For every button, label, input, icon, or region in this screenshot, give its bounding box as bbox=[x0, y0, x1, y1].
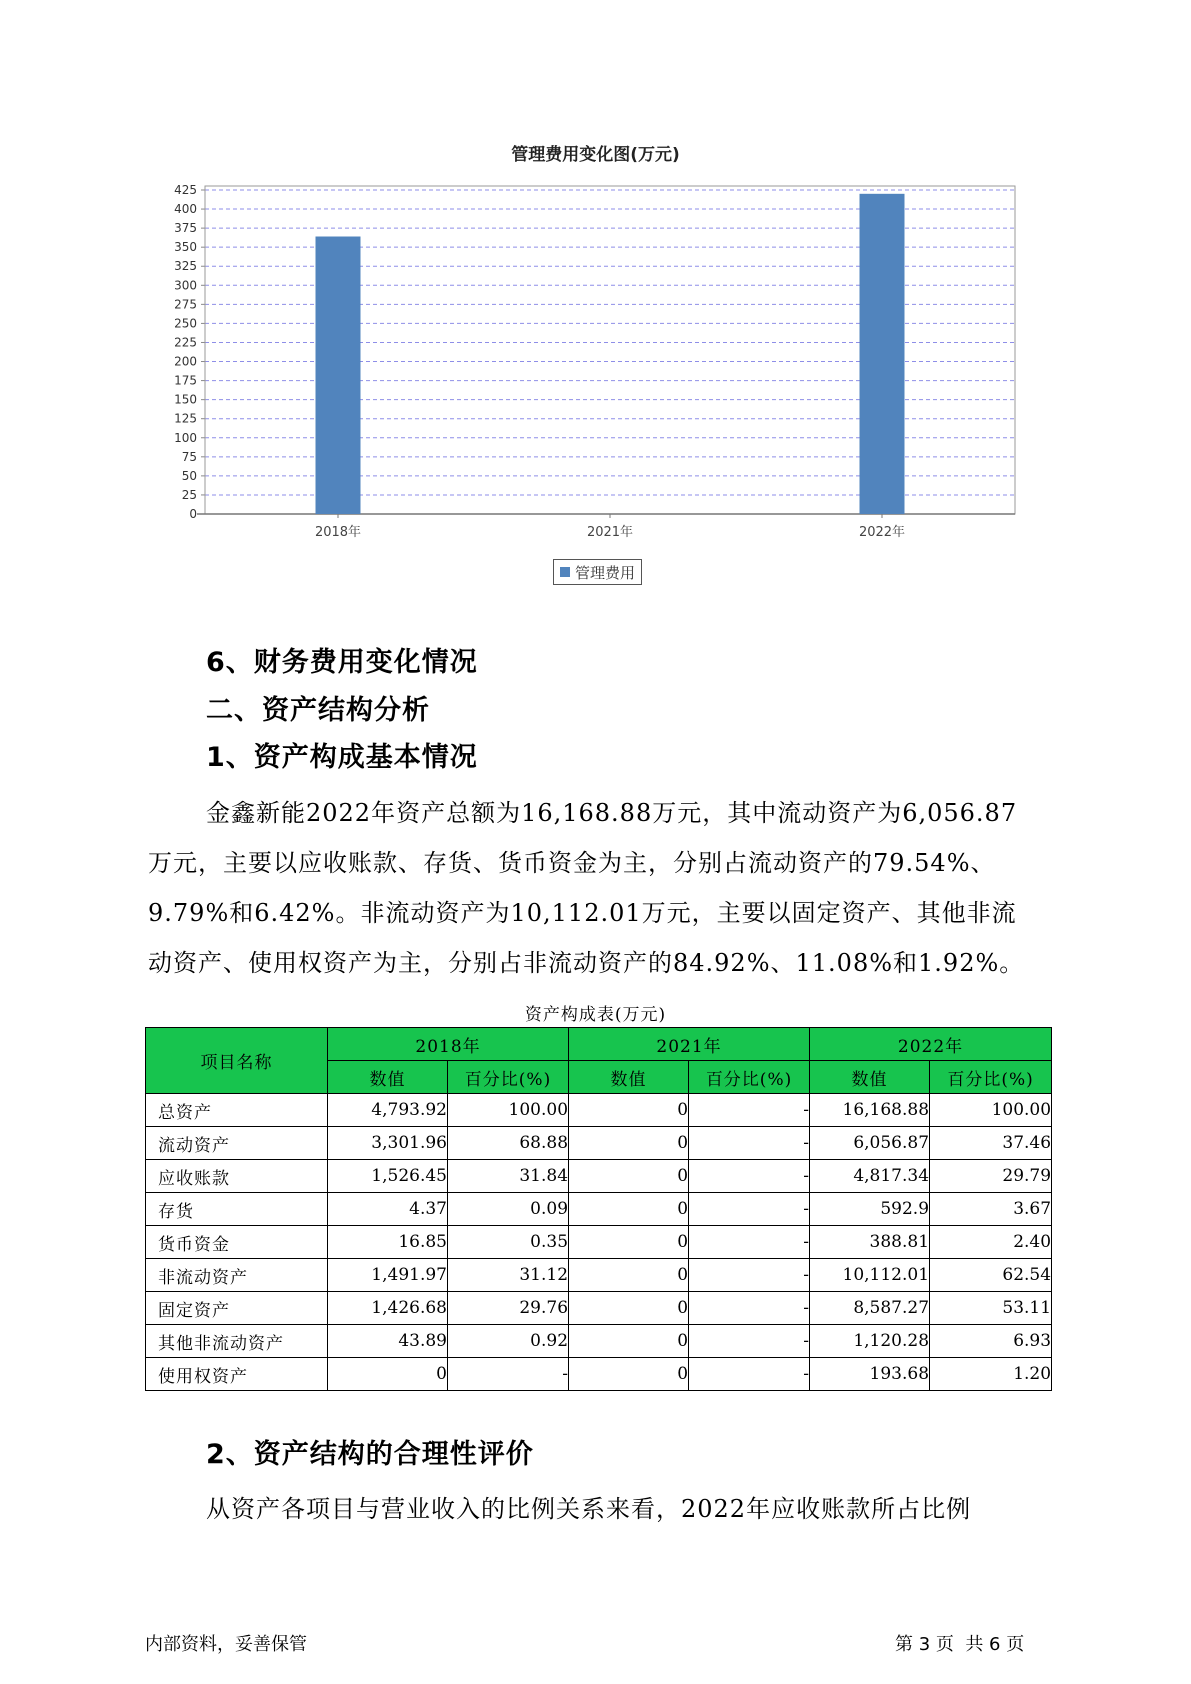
cell-percent: 68.88 bbox=[448, 1127, 569, 1160]
y-tick-label: 225 bbox=[174, 335, 197, 350]
cell-value: 0 bbox=[569, 1160, 689, 1193]
cell-value: 4.37 bbox=[328, 1193, 448, 1226]
cell-value: 1,426.68 bbox=[328, 1292, 448, 1325]
paragraph-line: 动资产、使用权资产为主，分别占非流动资产的84.92%、11.08%和1.92%。 bbox=[148, 949, 1025, 977]
table-row bbox=[146, 1193, 1052, 1226]
cell-value: 8,587.27 bbox=[810, 1292, 930, 1325]
cell-percent: - bbox=[689, 1127, 810, 1160]
cell-value: 4,817.34 bbox=[810, 1160, 930, 1193]
cell-percent: 31.84 bbox=[448, 1160, 569, 1193]
row-name: 固定资产 bbox=[146, 1292, 328, 1325]
y-tick-label: 0 bbox=[189, 507, 197, 521]
y-tick-label: 300 bbox=[174, 278, 197, 293]
header-year-2021: 2021年 bbox=[569, 1028, 810, 1061]
header-value: 数值 bbox=[810, 1061, 930, 1094]
cell-value: 0 bbox=[569, 1259, 689, 1292]
y-tick-label: 50 bbox=[181, 468, 197, 483]
bar-chart bbox=[160, 180, 1020, 540]
cell-value: 0 bbox=[569, 1292, 689, 1325]
y-tick-label: 125 bbox=[174, 411, 197, 426]
header-year-2018: 2018年 bbox=[328, 1028, 569, 1061]
header-percent: 百分比(%) bbox=[689, 1061, 810, 1094]
heading-asset-composition: 1、资产构成基本情况 bbox=[206, 742, 478, 773]
chart-title: 管理费用变化图(万元) bbox=[511, 145, 680, 165]
cell-percent: 29.76 bbox=[448, 1292, 569, 1325]
table-row bbox=[146, 1160, 1052, 1193]
paragraph-asset-summary bbox=[148, 788, 1058, 988]
y-tick-label: 75 bbox=[181, 449, 197, 464]
row-name: 其他非流动资产 bbox=[146, 1325, 328, 1358]
legend-label: 管理费用 bbox=[575, 563, 636, 582]
footer-page-number: 第 3 页 共 6 页 bbox=[895, 1634, 1025, 1655]
cell-value: 388.81 bbox=[810, 1226, 930, 1259]
table-title: 资产构成表(万元) bbox=[524, 1005, 667, 1025]
y-tick-label: 275 bbox=[174, 297, 197, 312]
cell-percent: 2.40 bbox=[930, 1226, 1052, 1259]
cell-value: 3,301.96 bbox=[328, 1127, 448, 1160]
y-tick-label: 425 bbox=[174, 183, 197, 197]
cell-value: 0 bbox=[569, 1325, 689, 1358]
row-name: 非流动资产 bbox=[146, 1259, 328, 1292]
y-tick-label: 175 bbox=[174, 373, 197, 388]
y-tick-label: 400 bbox=[174, 202, 197, 217]
cell-percent: 31.12 bbox=[448, 1259, 569, 1292]
header-percent: 百分比(%) bbox=[448, 1061, 569, 1094]
paragraph-line: 9.79%和6.42%。非流动资产为10,112.01万元，主要以固定资产、其他非流 bbox=[148, 899, 1017, 927]
cell-percent: 3.67 bbox=[930, 1193, 1052, 1226]
bar-2018年 bbox=[316, 237, 361, 514]
row-name: 货币资金 bbox=[146, 1226, 328, 1259]
cell-value: 0 bbox=[569, 1358, 689, 1391]
cell-value: 193.68 bbox=[810, 1358, 930, 1391]
cell-percent: 62.54 bbox=[930, 1259, 1052, 1292]
table-row bbox=[146, 1325, 1052, 1358]
paragraph-line: 从资产各项目与营业收入的比例关系来看，2022年应收账款所占比例 bbox=[206, 1495, 972, 1523]
cell-percent: - bbox=[689, 1292, 810, 1325]
cell-percent: - bbox=[689, 1325, 810, 1358]
header-value: 数值 bbox=[328, 1061, 448, 1094]
cell-value: 43.89 bbox=[328, 1325, 448, 1358]
table-row bbox=[146, 1292, 1052, 1325]
row-name: 使用权资产 bbox=[146, 1358, 328, 1391]
header-year-2022: 2022年 bbox=[810, 1028, 1052, 1061]
paragraph-line: 金鑫新能2022年资产总额为16,168.88万元，其中流动资产为6,056.87 bbox=[206, 799, 1018, 827]
cell-percent: - bbox=[689, 1094, 810, 1127]
row-name: 应收账款 bbox=[146, 1160, 328, 1193]
cell-percent: 1.20 bbox=[930, 1358, 1052, 1391]
cell-value: 16.85 bbox=[328, 1226, 448, 1259]
cell-percent: 0.92 bbox=[448, 1325, 569, 1358]
x-tick-label: 2018年 bbox=[314, 525, 362, 540]
y-tick-label: 350 bbox=[174, 240, 197, 255]
header-item-name: 项目名称 bbox=[146, 1028, 328, 1094]
table-row bbox=[146, 1358, 1052, 1391]
x-tick-label: 2021年 bbox=[586, 525, 634, 540]
cell-percent: - bbox=[689, 1358, 810, 1391]
cell-value: 1,120.28 bbox=[810, 1325, 930, 1358]
cell-value: 592.9 bbox=[810, 1193, 930, 1226]
cell-percent: - bbox=[689, 1226, 810, 1259]
cell-percent: - bbox=[689, 1160, 810, 1193]
cell-value: 1,491.97 bbox=[328, 1259, 448, 1292]
cell-percent: - bbox=[689, 1193, 810, 1226]
cell-percent: 37.46 bbox=[930, 1127, 1052, 1160]
y-tick-label: 25 bbox=[181, 487, 197, 502]
row-name: 存货 bbox=[146, 1193, 328, 1226]
heading-finance-expense: 6、财务费用变化情况 bbox=[206, 647, 478, 678]
row-name: 总资产 bbox=[146, 1094, 328, 1127]
cell-value: 4,793.92 bbox=[328, 1094, 448, 1127]
bar-2022年 bbox=[860, 194, 905, 514]
cell-percent: 100.00 bbox=[448, 1094, 569, 1127]
y-tick-label: 250 bbox=[174, 316, 197, 331]
cell-value: 0 bbox=[569, 1094, 689, 1127]
x-tick-label: 2022年 bbox=[858, 525, 906, 540]
table-row bbox=[146, 1127, 1052, 1160]
cell-value: 0 bbox=[569, 1193, 689, 1226]
cell-value: 0 bbox=[569, 1127, 689, 1160]
legend-swatch bbox=[560, 567, 570, 577]
cell-value: 6,056.87 bbox=[810, 1127, 930, 1160]
header-percent: 百分比(%) bbox=[930, 1061, 1052, 1094]
y-tick-label: 200 bbox=[174, 354, 197, 369]
cell-percent: 29.79 bbox=[930, 1160, 1052, 1193]
table-row bbox=[146, 1259, 1052, 1292]
y-tick-label: 150 bbox=[174, 392, 197, 407]
table-row bbox=[146, 1094, 1052, 1127]
cell-percent: 6.93 bbox=[930, 1325, 1052, 1358]
cell-percent: 53.11 bbox=[930, 1292, 1052, 1325]
y-tick-label: 100 bbox=[174, 430, 197, 445]
asset-composition-table bbox=[145, 1027, 1052, 1391]
cell-percent: 0.35 bbox=[448, 1226, 569, 1259]
heading-asset-evaluation: 2、资产结构的合理性评价 bbox=[206, 1439, 534, 1470]
cell-percent: - bbox=[689, 1259, 810, 1292]
cell-value: 16,168.88 bbox=[810, 1094, 930, 1127]
footer-confidential: 内部资料，妥善保管 bbox=[145, 1634, 307, 1655]
paragraph-line: 万元，主要以应收账款、存货、货币资金为主，分别占流动资产的79.54%、 bbox=[148, 849, 996, 877]
y-tick-label: 375 bbox=[174, 221, 197, 236]
cell-percent: - bbox=[448, 1358, 569, 1391]
cell-percent: 100.00 bbox=[930, 1094, 1052, 1127]
row-name: 流动资产 bbox=[146, 1127, 328, 1160]
cell-percent: 0.09 bbox=[448, 1193, 569, 1226]
table-row bbox=[146, 1226, 1052, 1259]
heading-asset-structure: 二、资产结构分析 bbox=[206, 695, 430, 726]
y-tick-label: 325 bbox=[174, 259, 197, 274]
cell-value: 1,526.45 bbox=[328, 1160, 448, 1193]
cell-value: 0 bbox=[569, 1226, 689, 1259]
cell-value: 10,112.01 bbox=[810, 1259, 930, 1292]
header-value: 数值 bbox=[569, 1061, 689, 1094]
cell-value: 0 bbox=[328, 1358, 448, 1391]
paragraph-evaluation bbox=[148, 1484, 1058, 1534]
chart-legend bbox=[553, 559, 642, 585]
